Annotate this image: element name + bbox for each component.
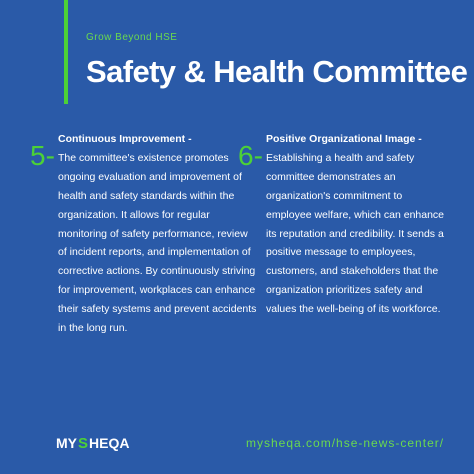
section-body: The committee's existence promotes ongoing evaluation and improvement of health and safety standards within the organization. It allows for regular monitoring of safety performance, review of incident reports, and implementation of corrective actions. By continuously striving for improvement, workplaces can enhance their safety systems and prevent accidents in the long run. bbox=[58, 151, 257, 335]
section-heading: Positive Organizational Image - bbox=[266, 133, 422, 145]
section-text bbox=[266, 130, 448, 319]
section-body: Establishing a health and safety committee demonstrates an organization's commitment to employee welfare, which can enhance its reputation and credibility. It sends a positive message to employees, customers, and stakeholders that the organization prioritizes safety and values the well-being of its workforce. bbox=[266, 151, 445, 316]
logo-text-post: HEQA bbox=[89, 435, 130, 451]
section-number: 5- bbox=[30, 140, 55, 171]
tagline: Grow Beyond HSE bbox=[86, 32, 178, 43]
page-title: Safety & Health Committee bbox=[86, 54, 468, 89]
logo-text-pre: MY bbox=[56, 435, 77, 451]
logo-mark: S bbox=[78, 434, 89, 452]
section-text bbox=[58, 130, 258, 338]
mysheqa-logo bbox=[56, 432, 129, 454]
accent-bar bbox=[64, 0, 68, 104]
website-link[interactable]: mysheqa.com/hse-news-center/ bbox=[246, 436, 445, 450]
section-heading: Continuous Improvement - bbox=[58, 133, 192, 145]
section-number: 6- bbox=[238, 140, 263, 171]
